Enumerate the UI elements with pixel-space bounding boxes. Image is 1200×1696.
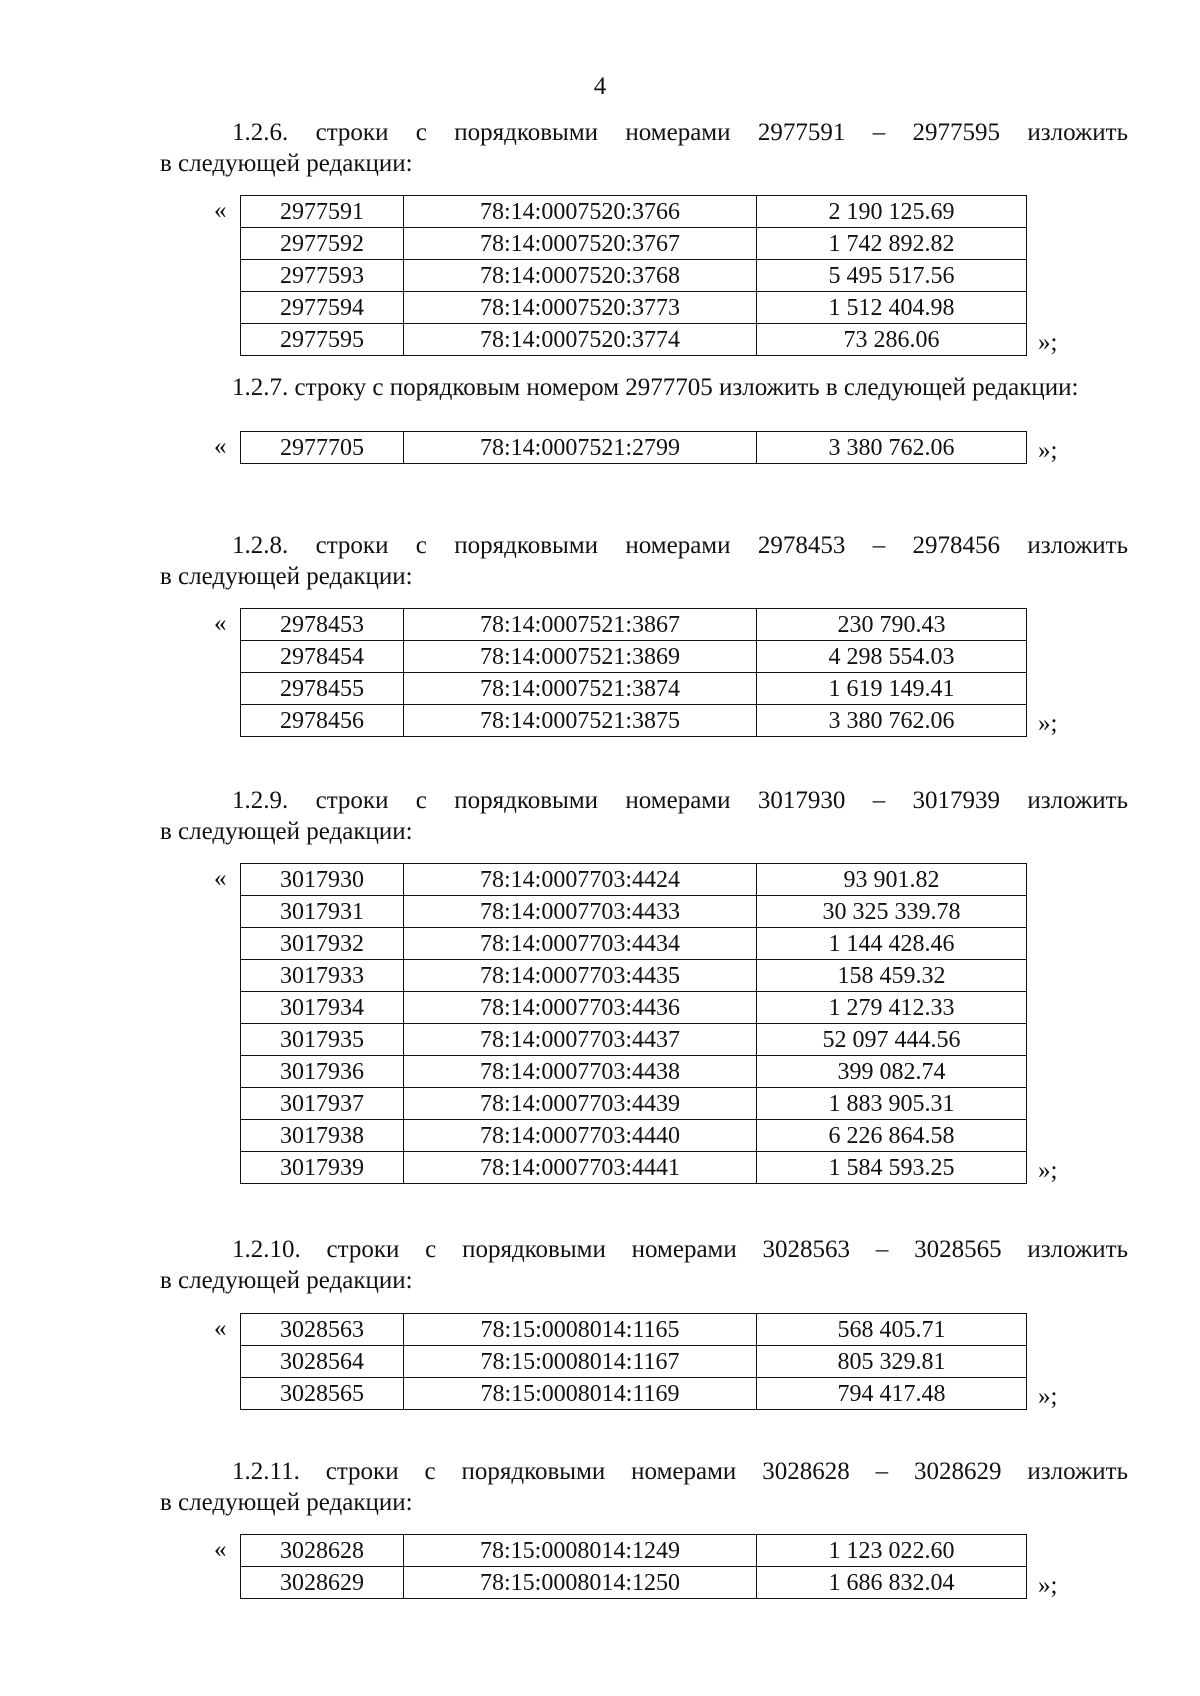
table-row <box>241 1152 1027 1184</box>
cadastral-number-cell: 78:14:0007703:4433 <box>404 896 757 928</box>
paragraph-line: 1.2.9. строки с порядковыми номерами 3017930 – 3017939 изложить <box>232 787 1128 814</box>
cadastral-number-cell: 78:14:0007703:4436 <box>404 992 757 1024</box>
cadastral-number-cell: 78:14:0007521:3869 <box>404 641 757 673</box>
records-table <box>240 1534 1027 1599</box>
records-table <box>240 608 1027 737</box>
row-number-cell: 3017930 <box>241 864 404 896</box>
row-number-cell: 3017931 <box>241 896 404 928</box>
table-row <box>241 260 1027 292</box>
row-number-cell: 3028629 <box>241 1567 404 1599</box>
cadastral-value-cell: 5 495 517.56 <box>757 260 1027 292</box>
table-row <box>241 705 1027 737</box>
table-row <box>241 324 1027 356</box>
cadastral-number-cell: 78:14:0007521:3874 <box>404 673 757 705</box>
cadastral-value-cell: 2 190 125.69 <box>757 196 1027 228</box>
table-row <box>241 960 1027 992</box>
cadastral-value-cell: 1 742 892.82 <box>757 228 1027 260</box>
row-number-cell: 2978454 <box>241 641 404 673</box>
table-row <box>241 1378 1027 1410</box>
cadastral-value-cell: 3 380 762.06 <box>757 432 1027 464</box>
cadastral-value-cell: 1 883 905.31 <box>757 1088 1027 1120</box>
cadastral-number-cell: 78:14:0007703:4439 <box>404 1088 757 1120</box>
row-number-cell: 3017932 <box>241 928 404 960</box>
cadastral-value-cell: 1 619 149.41 <box>757 673 1027 705</box>
table-row <box>241 1535 1027 1567</box>
cadastral-number-cell: 78:14:0007520:3774 <box>404 324 757 356</box>
closing-quote: »; <box>1038 329 1058 356</box>
paragraph-line: в следующей редакции: <box>160 818 413 845</box>
cadastral-number-cell: 78:15:0008014:1165 <box>404 1314 757 1346</box>
cadastral-value-cell: 1 512 404.98 <box>757 292 1027 324</box>
paragraph-line: в следующей редакции: <box>160 1489 413 1516</box>
cadastral-value-cell: 1 686 832.04 <box>757 1567 1027 1599</box>
row-number-cell: 3028628 <box>241 1535 404 1567</box>
cadastral-value-cell: 568 405.71 <box>757 1314 1027 1346</box>
cadastral-value-cell: 1 144 428.46 <box>757 928 1027 960</box>
section-paragraph <box>160 1234 1128 1296</box>
row-number-cell: 2978455 <box>241 673 404 705</box>
cadastral-number-cell: 78:14:0007703:4434 <box>404 928 757 960</box>
table-row <box>241 1024 1027 1056</box>
cadastral-number-cell: 78:14:0007703:4437 <box>404 1024 757 1056</box>
paragraph-line: в следующей редакции: <box>160 1267 413 1294</box>
section-paragraph <box>160 1456 1128 1518</box>
row-number-cell: 3017933 <box>241 960 404 992</box>
cadastral-number-cell: 78:14:0007703:4424 <box>404 864 757 896</box>
row-number-cell: 3017938 <box>241 1120 404 1152</box>
opening-quote: « <box>214 433 227 460</box>
opening-quote: « <box>214 865 227 892</box>
cadastral-value-cell: 93 901.82 <box>757 864 1027 896</box>
cadastral-value-cell: 805 329.81 <box>757 1346 1027 1378</box>
cadastral-value-cell: 3 380 762.06 <box>757 705 1027 737</box>
row-number-cell: 3028564 <box>241 1346 404 1378</box>
section-paragraph <box>160 117 1128 179</box>
records-table <box>240 431 1027 464</box>
table-row <box>241 228 1027 260</box>
closing-quote: »; <box>1038 437 1058 464</box>
cadastral-value-cell: 230 790.43 <box>757 609 1027 641</box>
cadastral-number-cell: 78:14:0007520:3766 <box>404 196 757 228</box>
paragraph-line: 1.2.7. строку с порядковым номером 2977705 изложить в следующей редакции: <box>232 374 1079 401</box>
cadastral-value-cell: 6 226 864.58 <box>757 1120 1027 1152</box>
table-row <box>241 1056 1027 1088</box>
row-number-cell: 2977592 <box>241 228 404 260</box>
cadastral-number-cell: 78:14:0007520:3767 <box>404 228 757 260</box>
row-number-cell: 3028563 <box>241 1314 404 1346</box>
cadastral-number-cell: 78:14:0007520:3768 <box>404 260 757 292</box>
cadastral-number-cell: 78:14:0007521:2799 <box>404 432 757 464</box>
closing-quote: »; <box>1038 1157 1058 1184</box>
row-number-cell: 3017939 <box>241 1152 404 1184</box>
cadastral-value-cell: 52 097 444.56 <box>757 1024 1027 1056</box>
table-row <box>241 896 1027 928</box>
closing-quote: »; <box>1038 1383 1058 1410</box>
row-number-cell: 2977594 <box>241 292 404 324</box>
table-row <box>241 673 1027 705</box>
cadastral-number-cell: 78:14:0007703:4440 <box>404 1120 757 1152</box>
cadastral-number-cell: 78:15:0008014:1169 <box>404 1378 757 1410</box>
paragraph-line: 1.2.11. строки с порядковыми номерами 3028628 – 3028629 изложить <box>232 1458 1128 1485</box>
cadastral-number-cell: 78:15:0008014:1250 <box>404 1567 757 1599</box>
cadastral-value-cell: 158 459.32 <box>757 960 1027 992</box>
section-paragraph <box>160 530 1128 592</box>
cadastral-number-cell: 78:14:0007520:3773 <box>404 292 757 324</box>
row-number-cell: 3017937 <box>241 1088 404 1120</box>
table-row <box>241 1314 1027 1346</box>
records-table <box>240 1313 1027 1410</box>
table-row <box>241 1346 1027 1378</box>
paragraph-line: 1.2.8. строки с порядковыми номерами 2978453 – 2978456 изложить <box>232 532 1128 559</box>
row-number-cell: 2977595 <box>241 324 404 356</box>
table-row <box>241 928 1027 960</box>
cadastral-value-cell: 794 417.48 <box>757 1378 1027 1410</box>
row-number-cell: 3017936 <box>241 1056 404 1088</box>
table-row <box>241 864 1027 896</box>
row-number-cell: 3017935 <box>241 1024 404 1056</box>
opening-quote: « <box>214 197 227 224</box>
cadastral-number-cell: 78:15:0008014:1249 <box>404 1535 757 1567</box>
table-row <box>241 992 1027 1024</box>
cadastral-value-cell: 1 279 412.33 <box>757 992 1027 1024</box>
row-number-cell: 3017934 <box>241 992 404 1024</box>
table-row <box>241 1088 1027 1120</box>
opening-quote: « <box>214 1536 227 1563</box>
row-number-cell: 2977591 <box>241 196 404 228</box>
section-paragraph <box>160 785 1128 847</box>
section-paragraph <box>160 372 1128 403</box>
records-table <box>240 195 1027 356</box>
row-number-cell: 3028565 <box>241 1378 404 1410</box>
table-row <box>241 432 1027 464</box>
cadastral-number-cell: 78:14:0007703:4441 <box>404 1152 757 1184</box>
table-row <box>241 292 1027 324</box>
table-row <box>241 1120 1027 1152</box>
table-row <box>241 641 1027 673</box>
cadastral-value-cell: 399 082.74 <box>757 1056 1027 1088</box>
cadastral-value-cell: 73 286.06 <box>757 324 1027 356</box>
row-number-cell: 2978456 <box>241 705 404 737</box>
opening-quote: « <box>214 1315 227 1342</box>
cadastral-number-cell: 78:14:0007521:3867 <box>404 609 757 641</box>
table-row <box>241 1567 1027 1599</box>
paragraph-line: 1.2.10. строки с порядковыми номерами 3028563 – 3028565 изложить <box>232 1236 1128 1263</box>
cadastral-number-cell: 78:14:0007703:4435 <box>404 960 757 992</box>
row-number-cell: 2977705 <box>241 432 404 464</box>
cadastral-number-cell: 78:14:0007703:4438 <box>404 1056 757 1088</box>
records-table <box>240 863 1027 1184</box>
cadastral-value-cell: 1 123 022.60 <box>757 1535 1027 1567</box>
closing-quote: »; <box>1038 710 1058 737</box>
cadastral-value-cell: 30 325 339.78 <box>757 896 1027 928</box>
cadastral-value-cell: 1 584 593.25 <box>757 1152 1027 1184</box>
opening-quote: « <box>214 610 227 637</box>
row-number-cell: 2978453 <box>241 609 404 641</box>
closing-quote: »; <box>1038 1572 1058 1599</box>
cadastral-value-cell: 4 298 554.03 <box>757 641 1027 673</box>
cadastral-number-cell: 78:14:0007521:3875 <box>404 705 757 737</box>
page-number: 4 <box>593 73 607 100</box>
paragraph-line: в следующей редакции: <box>160 563 413 590</box>
table-row <box>241 609 1027 641</box>
row-number-cell: 2977593 <box>241 260 404 292</box>
cadastral-number-cell: 78:15:0008014:1167 <box>404 1346 757 1378</box>
paragraph-line: в следующей редакции: <box>160 150 413 177</box>
paragraph-line: 1.2.6. строки с порядковыми номерами 2977591 – 2977595 изложить <box>232 119 1128 146</box>
table-row <box>241 196 1027 228</box>
